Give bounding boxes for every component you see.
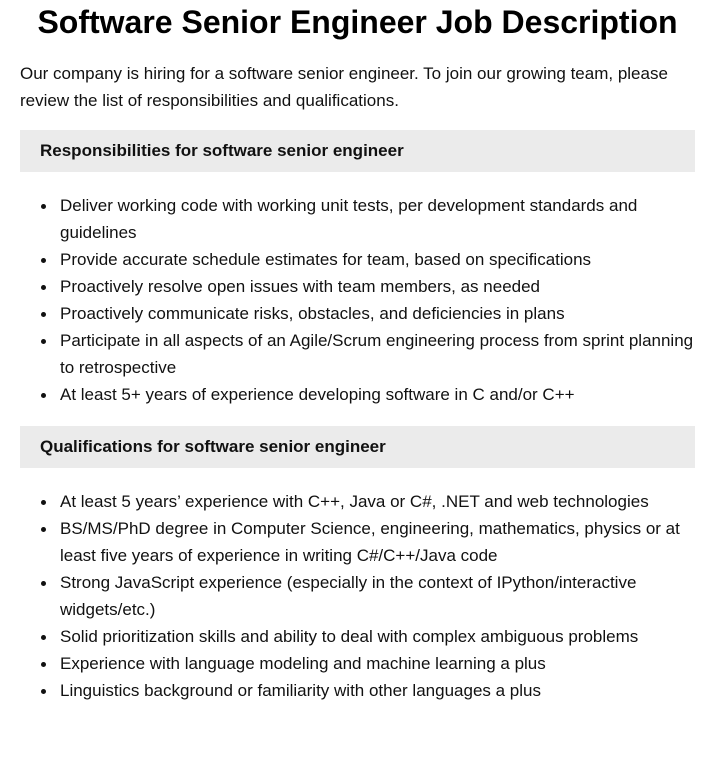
list-item-text: Proactively resolve open issues with team members, as needed — [60, 277, 541, 296]
bullet-icon — [41, 312, 46, 317]
list-item-text: Linguistics background or familiarity with other languages a plus — [60, 681, 541, 700]
bullet-icon — [41, 285, 46, 290]
list-item — [20, 623, 695, 650]
list-item — [20, 192, 695, 246]
qualifications-heading: Qualifications for software senior engineer — [20, 426, 695, 468]
list-item-text: Experience with language modeling and machine learning a plus — [60, 654, 546, 673]
list-item — [20, 273, 695, 300]
responsibilities-list — [20, 192, 695, 408]
bullet-icon — [41, 339, 46, 344]
list-item-text: Solid prioritization skills and ability to deal with complex ambiguous problems — [60, 627, 639, 646]
bullet-icon — [41, 204, 46, 209]
list-item-text: Proactively communicate risks, obstacles, and deficiencies in plans — [60, 304, 565, 323]
list-item — [20, 488, 695, 515]
list-item-text: Participate in all aspects of an Agile/Scrum engineering process from sprint planning to retrospective — [60, 331, 694, 377]
bullet-icon — [41, 500, 46, 505]
list-item — [20, 246, 695, 273]
list-item — [20, 677, 695, 704]
list-item-text: At least 5 years’ experience with C++, Java or C#, .NET and web technologies — [60, 492, 649, 511]
list-item — [20, 515, 695, 569]
qualifications-list — [20, 488, 695, 704]
list-item — [20, 327, 695, 381]
list-item-text: At least 5+ years of experience developing software in C and/or C++ — [60, 385, 575, 404]
list-item-text: Deliver working code with working unit tests, per development standards and guidelines — [60, 196, 638, 242]
list-item-text: Strong JavaScript experience (especially in the context of IPython/interactive widgets/etc.) — [60, 573, 637, 619]
list-item-text: BS/MS/PhD degree in Computer Science, engineering, mathematics, physics or at least five years of experience in writing C#/C++/Java code — [60, 519, 680, 565]
list-item-text: Provide accurate schedule estimates for team, based on specifications — [60, 250, 592, 269]
bullet-icon — [41, 527, 46, 532]
bullet-icon — [41, 689, 46, 694]
bullet-icon — [41, 393, 46, 398]
bullet-icon — [41, 581, 46, 586]
list-item — [20, 300, 695, 327]
bullet-icon — [41, 635, 46, 640]
intro-paragraph: Our company is hiring for a software senior engineer. To join our growing team, please review the list of responsibilities and qualifications. — [20, 64, 668, 110]
bullet-icon — [41, 662, 46, 667]
bullet-icon — [41, 258, 46, 263]
responsibilities-heading: Responsibilities for software senior engineer — [20, 130, 695, 172]
page-title: Software Senior Engineer Job Description — [37, 4, 678, 40]
list-item — [20, 650, 695, 677]
list-item — [20, 381, 695, 408]
list-item — [20, 569, 695, 623]
